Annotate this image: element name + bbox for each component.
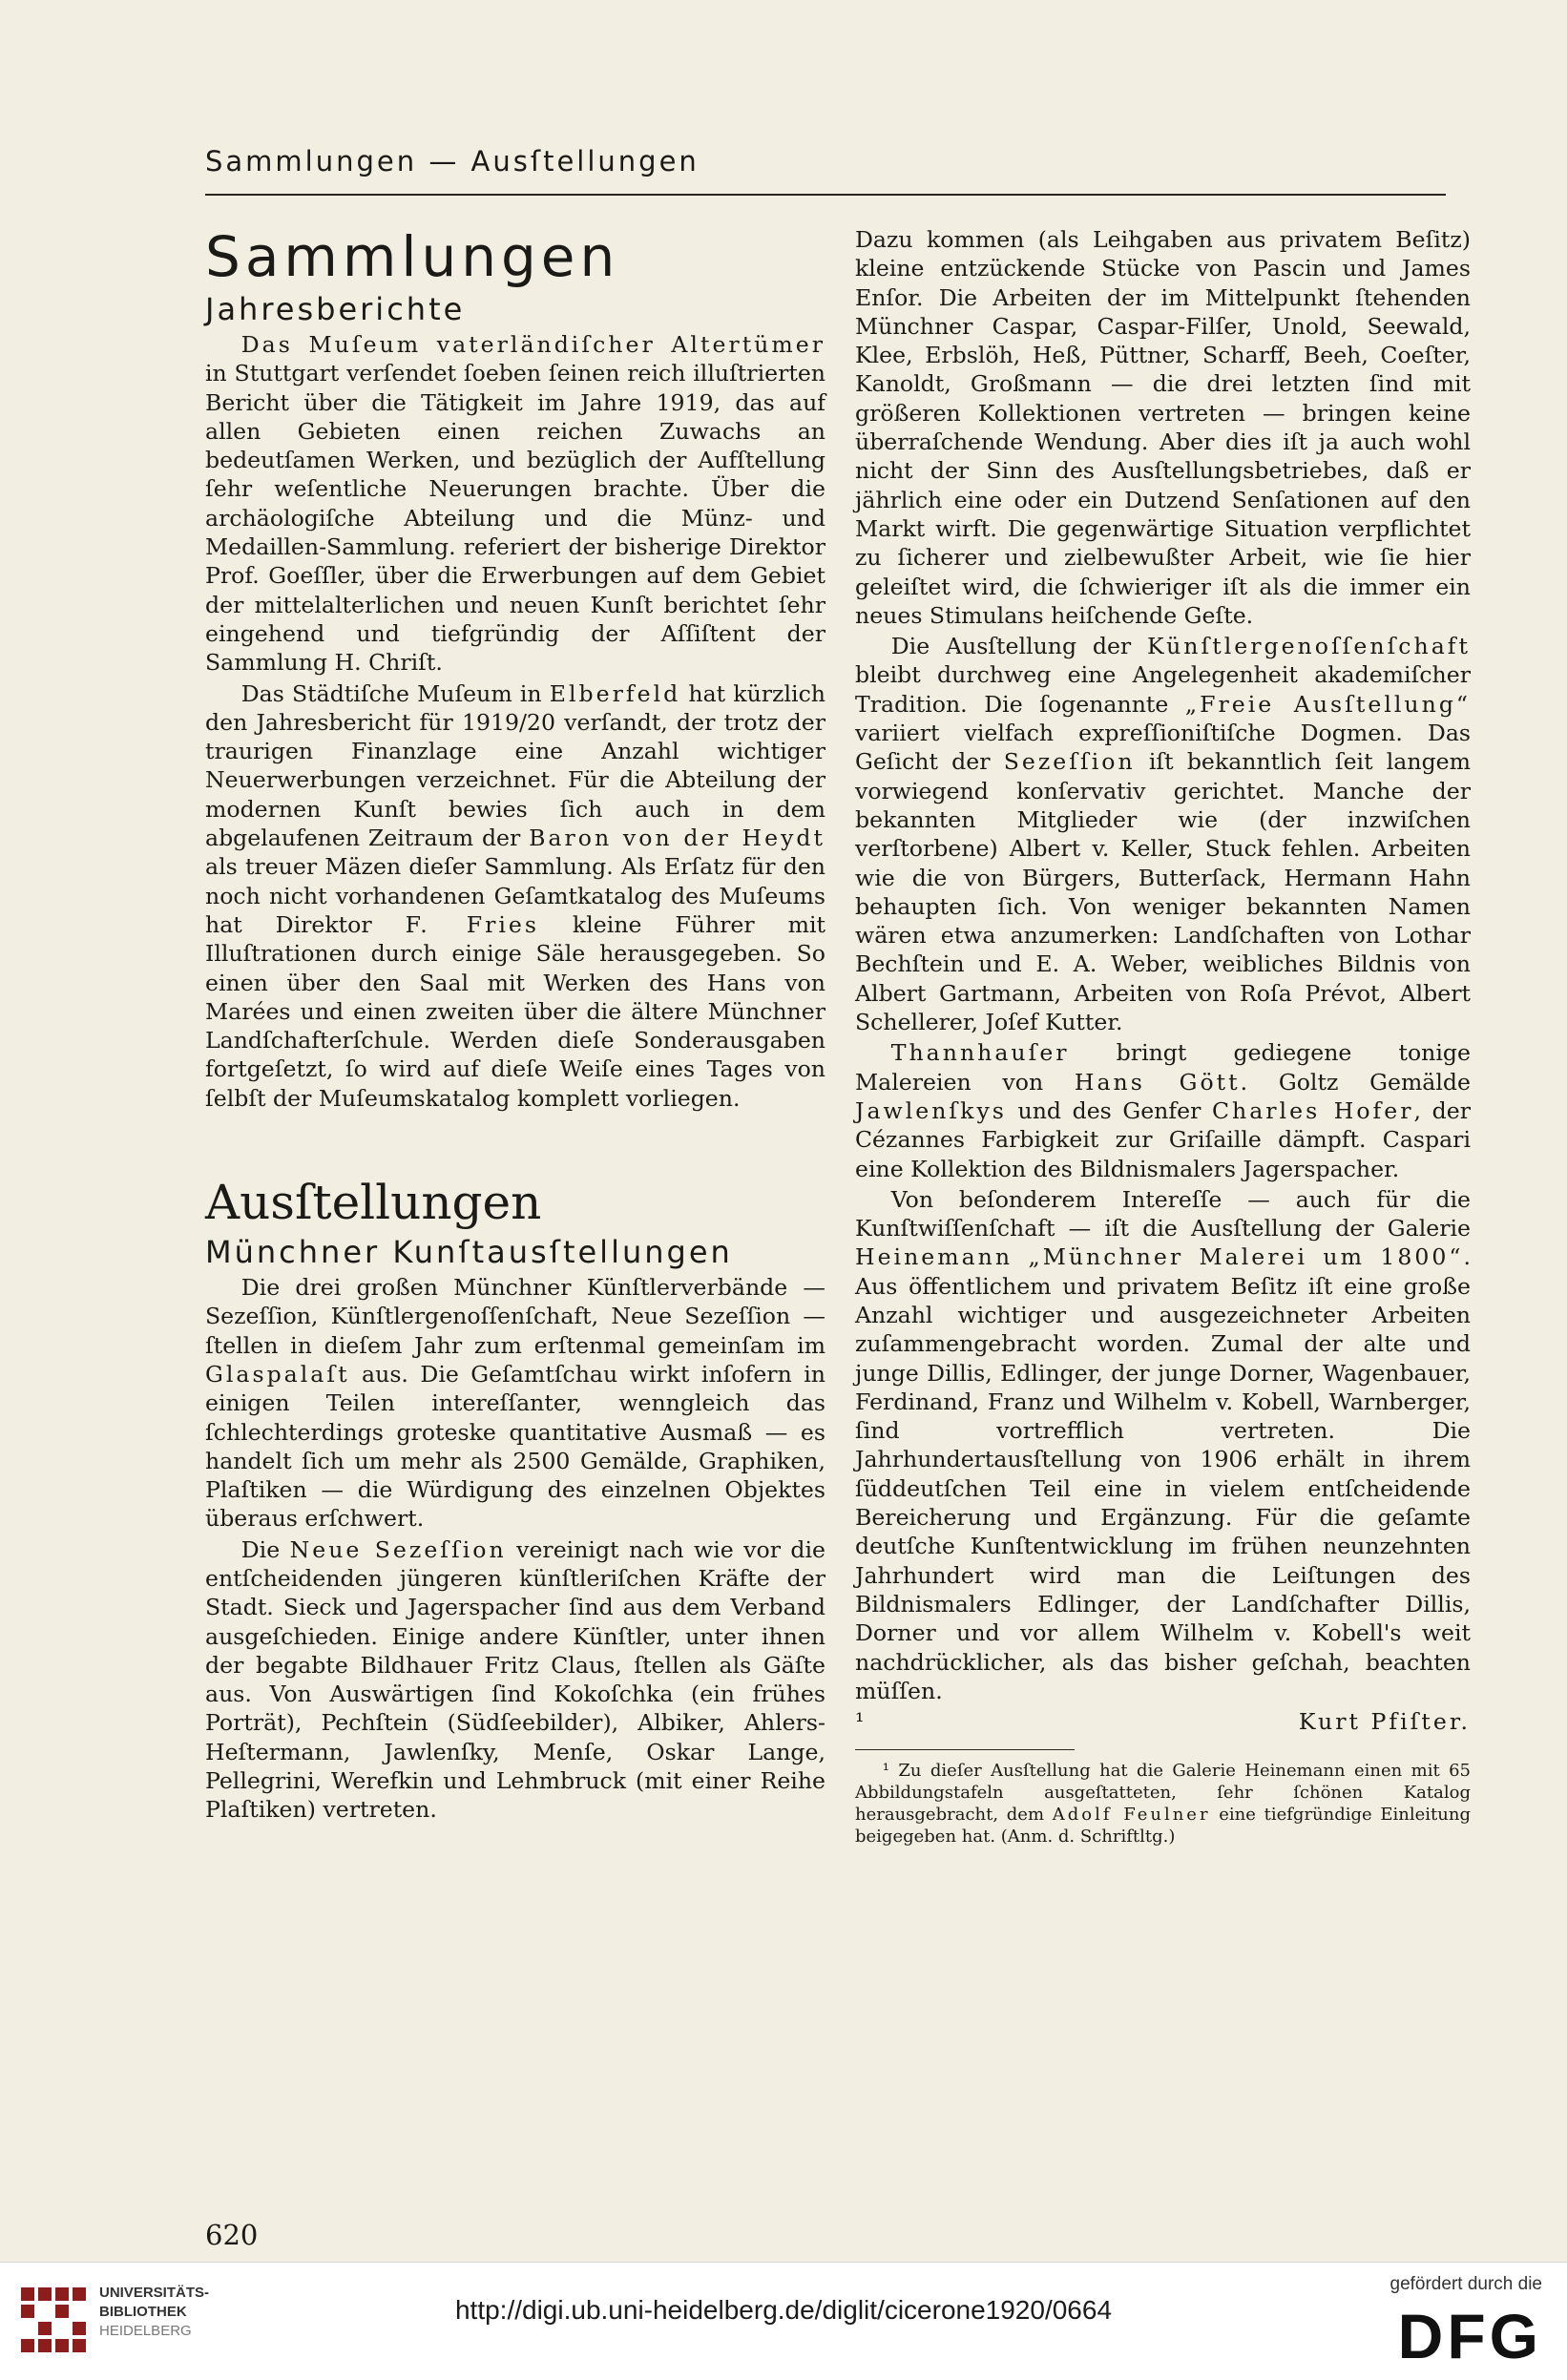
text-run: Die Ausſtellung der xyxy=(890,633,1147,660)
text-run: variiert vielfach expreſſioniſtiſche Dogmen. Das Geſicht der xyxy=(855,720,1471,776)
spaced-name: Glaspalaſt xyxy=(205,1360,350,1388)
section-heading-ausstellungen: Ausſtellungen xyxy=(205,1175,542,1231)
paragraph xyxy=(205,1535,825,1825)
subheading-muenchner-kunstausstellungen: Münchner Kunſtausſtellungen xyxy=(205,1234,733,1271)
footnote xyxy=(855,1760,1471,1848)
library-line: BIBLIOTHEK xyxy=(99,2304,187,2320)
paragraph xyxy=(205,679,825,1113)
spaced-name: Künſtlergenoſſenſchaft xyxy=(1146,633,1471,660)
spaced-name: Heinemann „Münchner Malerei um 1800“ xyxy=(855,1243,1464,1271)
right-column xyxy=(855,225,1471,1848)
text-run: Von beſonderem Intereſſe — auch für die Kunſtwiſſenſchaft — iſt die Ausſtellung der Galerie xyxy=(855,1185,1471,1242)
text-run: in Stuttgart verſendet ſoeben ſeinen reich illuſtrierten Bericht über die Tätigkeit im Jahre 1919, das auf allen Gebieten einen reichen Zuwachs an bedeutſamen Werken, und bezüglich der Aufſtellung ſehr weſentliche Neuerungen brachte. Über die archäologiſche Abteilung und die Münz- und Medaillen-Sammlung. referiert der bisherige Direktor Prof. Goeſſler, über die Erwerbungen auf dem Gebiet der mittelalterlichen und neuen Kunſt berichtet ſehr eingehend und tiefgründig der Aſſiſtent der Sammlung H. Chriſt. xyxy=(205,360,825,677)
text-run: und des Genfer xyxy=(1006,1096,1212,1124)
header-rule xyxy=(205,194,1446,196)
section-heading-sammlungen: Sammlungen xyxy=(205,224,620,289)
permalink-url[interactable]: http://digi.ub.uni-heidelberg.de/diglit/cicerone1920/0664 xyxy=(454,2295,1113,2325)
spaced-name: Baron von der Heydt xyxy=(529,825,825,852)
text-run: Das Städtiſche Muſeum in xyxy=(240,679,550,707)
spaced-name: Jawlenſkys xyxy=(855,1096,1007,1124)
dfg-logo: DFG xyxy=(1397,2301,1542,2371)
paragraph xyxy=(855,1185,1471,1705)
digitization-footer xyxy=(0,2262,1567,2380)
left-column xyxy=(205,225,825,1825)
text-run: Die xyxy=(240,1535,290,1563)
text-run: . Goltz Gemälde xyxy=(1240,1068,1471,1096)
spaced-name: Elberfeld xyxy=(549,679,681,707)
footnote-reference: ¹ xyxy=(855,1708,865,1736)
text-run: als treuer Mäzen dieſer Sammlung. Als Erſatz für den noch nicht vorhandenen Geſamtkatalog des Muſeums hat Direktor xyxy=(205,853,825,938)
paragraph xyxy=(205,1273,825,1534)
text-run: hat kürzlich den Jahresbericht für 1919/20 verſandt, der trotz der traurigen Finanzlage eine Anzahl wichtiger Neuerwerbungen verzeichnet. Für die Abteilung der modernen Kunſt bewies ſich auch in dem abgelaufenen Zeitraum der xyxy=(205,679,825,852)
spaced-name: Charles Hofer xyxy=(1211,1096,1414,1124)
paragraph xyxy=(205,330,825,678)
signature-line xyxy=(855,1707,1471,1736)
subheading-jahresberichte: Jahresberichte xyxy=(205,291,466,327)
signature: Kurt Pfiſter. xyxy=(1298,1708,1471,1736)
spaced-name: Thannhauſer xyxy=(890,1039,1070,1067)
spaced-name: Neue Sezeſſion xyxy=(289,1535,507,1563)
text-run: ¹ Zu dieſer Ausſtellung hat die Galerie Heinemann einen mit 65 Abbildungstafeln ausgeſtatteten, ſehr ſchönen Katalog herausgebracht, dem xyxy=(855,1761,1471,1826)
library-line: UNIVERSITÄTS- xyxy=(99,2285,210,2301)
spaced-name: F. Fries xyxy=(405,910,539,938)
spaced-name: Hans Gött xyxy=(1074,1068,1241,1096)
paragraph: Dazu kommen (als Leihgaben aus privatem Beſitz) kleine entzückende Stücke von Pascin und James Enſor. Die Arbeiten der im Mittelpunkt ſtehenden Münchner Caspar, Caspar-Filſer, Unold, Seewald, Klee, Erbslöh, Heß, Püttner, Scharff, Beeh, Coeſter, Kanoldt, Großmann — die drei letzten ſind mit größeren Kollektionen vertreten — bringen keine überraſchende Wendung. Aber dies iſt ja auch wohl nicht der Sinn des Ausſtellungsbetriebes, daß er jährlich eine oder ein Dutzend Senſationen auf den Markt wirft. Die gegenwärtige Situation verpflichtet zu ſicherer und zielbewußter Arbeit, wie ſie hier geleiſtet wird, die ſchwieriger iſt als die immer ein neues Stimulans heiſchende Geſte. xyxy=(855,226,1471,629)
running-head: Sammlungen — Ausſtellungen xyxy=(205,145,700,177)
paragraph xyxy=(855,632,1471,1036)
text-run: eine tiefgründige Einleitung beigegeben hat. (Anm. d. Schriftltg.) xyxy=(855,1805,1471,1848)
text-run: . Aus öffentlichem und privatem Beſitz iſt eine große Anzahl wichtiger und ausgezeichneter Arbeiten zuſammengebracht worden. Zumal der alte und junge Dillis, Edlinger, der junge Dorner, Wagenbauer, Ferdinand, Franz und Wilhelm v. Kobell, Warnberger, ſind vortrefflich vertreten. Die Jahrhundertausſtellung von 1906 erhält in ihrem ſüddeutſchen Teil eine in vielem entſcheidende Bereicherung und Ergänzung. Für die geſamte deutſche Kunſtentwicklung im frühen neunzehnten Jahrhundert wird man die Leiſtungen des Bildnismalers Edlinger, der Landſchafter Dillis, Dorner und vor allem Wilhelm v. Kobell's weit nachdrücklicher, als das bisher geſchah, beachten müſſen. xyxy=(855,1243,1471,1704)
spaced-name: „Freie Ausſtellung“ xyxy=(1184,690,1471,718)
text-run: , der Cézannes Farbigkeit zur Griſaille dämpft. Caspari eine Kollektion des Bildnismalers Jagerspacher. xyxy=(855,1096,1471,1182)
library-line: HEIDELBERG xyxy=(99,2323,192,2339)
page-number: 620 xyxy=(205,2219,259,2251)
text-run: bleibt durchweg eine Angelegenheit akademiſcher Tradition. Die ſogenannte xyxy=(855,661,1471,718)
spaced-name: Das Muſeum vaterländiſcher Altertümer xyxy=(240,331,825,358)
text-run: aus. Die Geſamtſchau wirkt inſofern in einigen Teilen intereſſanter, wenngleich das ſchlechterdings groteske quantitative Ausmaß — es handelt ſich um mehr als 2500 Gemälde, Graphiken, Plaſtiken — die Würdigung des einzelnen Objektes überaus erſchwert. xyxy=(205,1360,825,1533)
text-run: Die drei großen Münchner Künſtlerverbände — Sezeſſion, Künſtlergenoſſenſchaft, Neue Sezeſſion — ſtellen in dieſem Jahr zum erſtenmal gemeinſam im xyxy=(205,1274,825,1359)
spaced-name: Sezeſſion xyxy=(1003,748,1136,776)
spaced-name: Adolf Feulner xyxy=(1052,1805,1211,1826)
text-run: kleine Führer mit Illuſtrationen durch einige Säle herausgegeben. So einen über den Saal mit Werken des Hans von Marées und einen zweiten über die ältere Münchner Landſchafterſchule. Werden dieſe Sonderausgaben fortgeſetzt, ſo wird auf dieſe Weiſe eines Tages von ſelbſt der Muſeumskatalog komplett vorliegen. xyxy=(205,910,825,1112)
paragraph xyxy=(855,1038,1471,1182)
funding-note: gefördert durch die xyxy=(1389,2274,1542,2294)
text-run: vereinigt nach wie vor die entſcheidenden jüngeren künſtleriſchen Kräfte der Stadt. Sieck und Jagerspacher ſind aus dem Verband ausgeſchieden. Einige andere Künſtler, unter ihnen der begabte Bildhauer Fritz Claus, ſtellen als Gäſte aus. Von Auswärtigen ſind Kokoſchka (ein frühes Porträt), Pechſtein (Südſeebilder), Albiker, Ahlers-Heſtermann, Jawlenſky, Menſe, Oskar Lange, Pellegrini, Werefkin und Lehmbruck (mit einer Reihe Plaſtiken) vertreten. xyxy=(205,1535,825,1824)
text-run: iſt bekanntlich ſeit langem vorwiegend konſervativ gerichtet. Manche der bekannten Mitglieder wie (der inzwiſchen verſtorbene) Albert v. Keller, Stuck fehlen. Arbeiten wie die von Bürgers, Butterſack, Hermann Hahn behaupten ſich. Von weniger bekannten Namen wären etwa anzumerken: Landſchaften von Lothar Bechſtein und E. A. Weber, weibliches Bildnis von Albert Gartmann, Arbeiten von Roſa Prévot, Albert Schellerer, Joſef Kutter. xyxy=(855,748,1472,1036)
footnote-rule xyxy=(855,1749,1075,1750)
text-run: bringt gediegene tonige Malereien von xyxy=(855,1039,1471,1096)
